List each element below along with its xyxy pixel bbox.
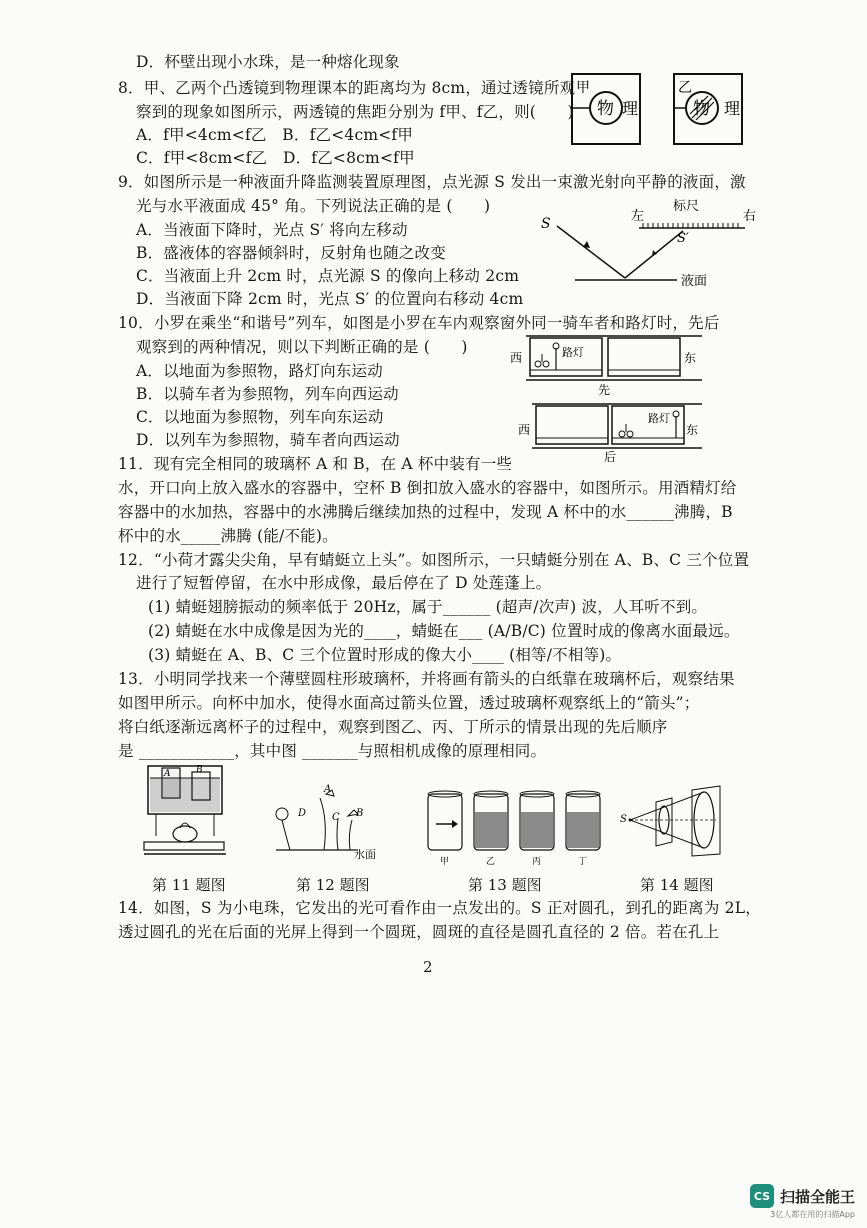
lens-jia-image: 物 <box>597 99 614 119</box>
q10-after-label: 后 <box>604 450 617 462</box>
q13-stem-2: 如图甲所示。向杯中加水，使得水面高过箭头位置，透过玻璃杯观察纸上的“箭头”； <box>118 694 700 712</box>
q10-option-b: B．以骑车者为参照物，列车向西运动 <box>136 385 399 403</box>
q13-glass-figure <box>424 788 614 868</box>
q10-stem: 10．小罗在乘坐“和谐号”列车，如图是小罗在车内观察窗外同一骑车者和路灯时，先后 <box>118 314 720 332</box>
q11-beaker-figure <box>138 762 234 862</box>
q14-s-label: S <box>620 814 627 825</box>
q12-dragonfly-figure <box>268 780 388 860</box>
q10-option-d: D．以列车为参照物，骑车者向西运动 <box>136 431 400 449</box>
q9-s-prime-label: S′ <box>677 231 689 246</box>
q12-stem-2: 进行了短暂停留，在水中形成像，最后停在了 D 处莲蓬上。 <box>136 574 552 592</box>
q11-caption: 第 11 题图 <box>152 876 226 894</box>
q8-lens-figure <box>570 72 810 148</box>
q10-lamp-1: 路灯 <box>562 346 584 359</box>
q12-caption: 第 12 题图 <box>296 876 370 894</box>
scanner-app-name: 扫描全能王 <box>779 1187 855 1206</box>
lens-jia-li: 理 <box>622 99 639 118</box>
q9-option-d: D．当液面下降 2cm 时，光点 S′ 的位置向右移动 4cm <box>136 290 524 308</box>
q11-b-label: B <box>196 765 203 775</box>
q9-left-label: 左 <box>631 209 645 224</box>
q9-option-a: A．当液面下降时，光点 S′ 将向左移动 <box>136 221 408 239</box>
q12-a-label: A <box>324 784 332 795</box>
q14-cone-figure <box>620 784 730 860</box>
q10-option-a: A．以地面为参照物，路灯向东运动 <box>136 362 383 380</box>
q14-stem: 14．如图，S 为小电珠，它发出的光可看作由一点发出的。S 正对圆孔，到孔的距离为 2L， <box>118 899 761 917</box>
q8-stem: 8．甲、乙两个凸透镜到物理课本的距离均为 8cm，通过透镜所观 <box>118 79 576 97</box>
q9-s-label: S <box>541 216 551 232</box>
q9-option-b: B．盛液体的容器倾斜时，反射角也随之改变 <box>136 244 446 262</box>
q13-jia-label: 甲 <box>440 857 450 867</box>
q10-lamp-2: 路灯 <box>648 412 670 425</box>
q12-part-1: (1) 蜻蜓翅膀振动的频率低于 20Hz，属于______ (超声/次声) 波，人耳听不到。 <box>148 598 708 616</box>
q10-option-c: C．以地面为参照物，列车向东运动 <box>136 408 384 426</box>
q11-stem: 11．现有完全相同的玻璃杯 A 和 B，在 A 杯中装有一些 <box>118 455 513 473</box>
page-number: 2 <box>423 958 433 976</box>
q11-stem-3: 容器中的水加热，容器中的水沸腾后继续加热的过程中，发现 A 杯中的水______沸腾，B <box>118 503 733 521</box>
q10-stem-2: 观察到的两种情况，则以下判断正确的是 ( ) <box>136 338 468 356</box>
q12-d-label: D <box>298 808 307 819</box>
q10-west-1: 西 <box>510 351 523 365</box>
q11-stem-2: 水，开口向上放入盛水的容器中，空杯 B 倒扣放入盛水的容器中，如图所示。用酒精灯给 <box>118 479 737 497</box>
q9-liquid-label: 液面 <box>681 274 708 288</box>
q10-east-2: 东 <box>686 423 699 437</box>
q12-c-label: C <box>332 812 340 823</box>
scanner-tagline: 3亿人都在用的扫描App <box>770 1210 855 1219</box>
q13-ding-label: 丁 <box>578 857 588 867</box>
q9-option-c: C．当液面上升 2cm 时，点光源 S 的像向上移动 2cm <box>136 267 520 285</box>
q12-stem: 12．“小荷才露尖尖角，早有蜻蜓立上头”。如图所示，一只蜻蜓分别在 A、B、C 三个位置 <box>118 551 750 569</box>
q12-part-3: (3) 蜻蜓在 A、B、C 三个位置时形成的像大小____ (相等/不相等)。 <box>148 646 622 664</box>
q14-stem-2: 透过圆孔的光在后面的光屏上得到一个圆斑，圆斑的直径是圆孔直径的 2 倍。若在孔上 <box>118 923 720 941</box>
q11-a-label: A <box>164 769 171 779</box>
q12-part-2: (2) 蜻蜓在水中成像是因为光的____，蜻蜓在___ (A/B/C) 位置时成的像离水面最远。 <box>148 622 740 640</box>
q9-stem-2: 光与水平液面成 45° 角。下列说法正确的是 ( ) <box>136 197 491 215</box>
q7-option-d: D．杯壁出现小水珠，是一种熔化现象 <box>136 53 400 71</box>
q8-stem-2: 察到的现象如图所示，两透镜的焦距分别为 f甲、f乙，则( ) <box>136 103 574 121</box>
q12-b-label: B <box>356 808 364 819</box>
lens-jia-label: 甲 <box>576 80 590 96</box>
lens-yi-image: 物 <box>693 99 710 119</box>
scanner-logo-icon: CS <box>750 1184 774 1208</box>
q13-stem-4: 是 ____________，其中图 _______与照相机成像的原理相同。 <box>118 742 547 760</box>
q14-caption: 第 14 题图 <box>640 876 714 894</box>
q13-bing-label: 丙 <box>532 857 542 867</box>
q12-water-label: 水面 <box>354 848 376 860</box>
q10-east-1: 东 <box>684 351 697 365</box>
q8-options-ab: A．f甲<4cm<f乙 B．f乙<4cm<f甲 <box>136 126 414 144</box>
q11-stem-4: 杯中的水_____沸腾 (能/不能)。 <box>118 527 338 545</box>
q10-train-figure <box>506 330 706 462</box>
q13-stem: 13．小明同学找来一个薄壁圆柱形玻璃杯，并将画有箭头的白纸靠在玻璃杯后，观察结果 <box>118 670 735 688</box>
q13-yi-label: 乙 <box>486 857 496 867</box>
q9-right-label: 右 <box>743 209 757 224</box>
scanner-watermark <box>750 1184 855 1220</box>
q9-laser-figure <box>535 196 775 288</box>
lens-yi-li: 理 <box>724 99 741 118</box>
q13-caption: 第 13 题图 <box>468 876 542 894</box>
q8-options-cd: C．f甲<8cm<f乙 D．f乙<8cm<f甲 <box>136 149 415 167</box>
q10-west-2: 西 <box>518 423 531 437</box>
q10-first-label: 先 <box>598 383 611 397</box>
q9-stem: 9．如图所示是一种液面升降监测装置原理图，点光源 S 发出一束激光射向平静的液面，激 <box>118 173 746 191</box>
lens-yi-label: 乙 <box>678 80 692 96</box>
q9-ruler-label: 标尺 <box>673 199 700 214</box>
q13-stem-3: 将白纸逐渐远离杯子的过程中，观察到图乙、丙、丁所示的情景出现的先后顺序 <box>118 718 668 736</box>
